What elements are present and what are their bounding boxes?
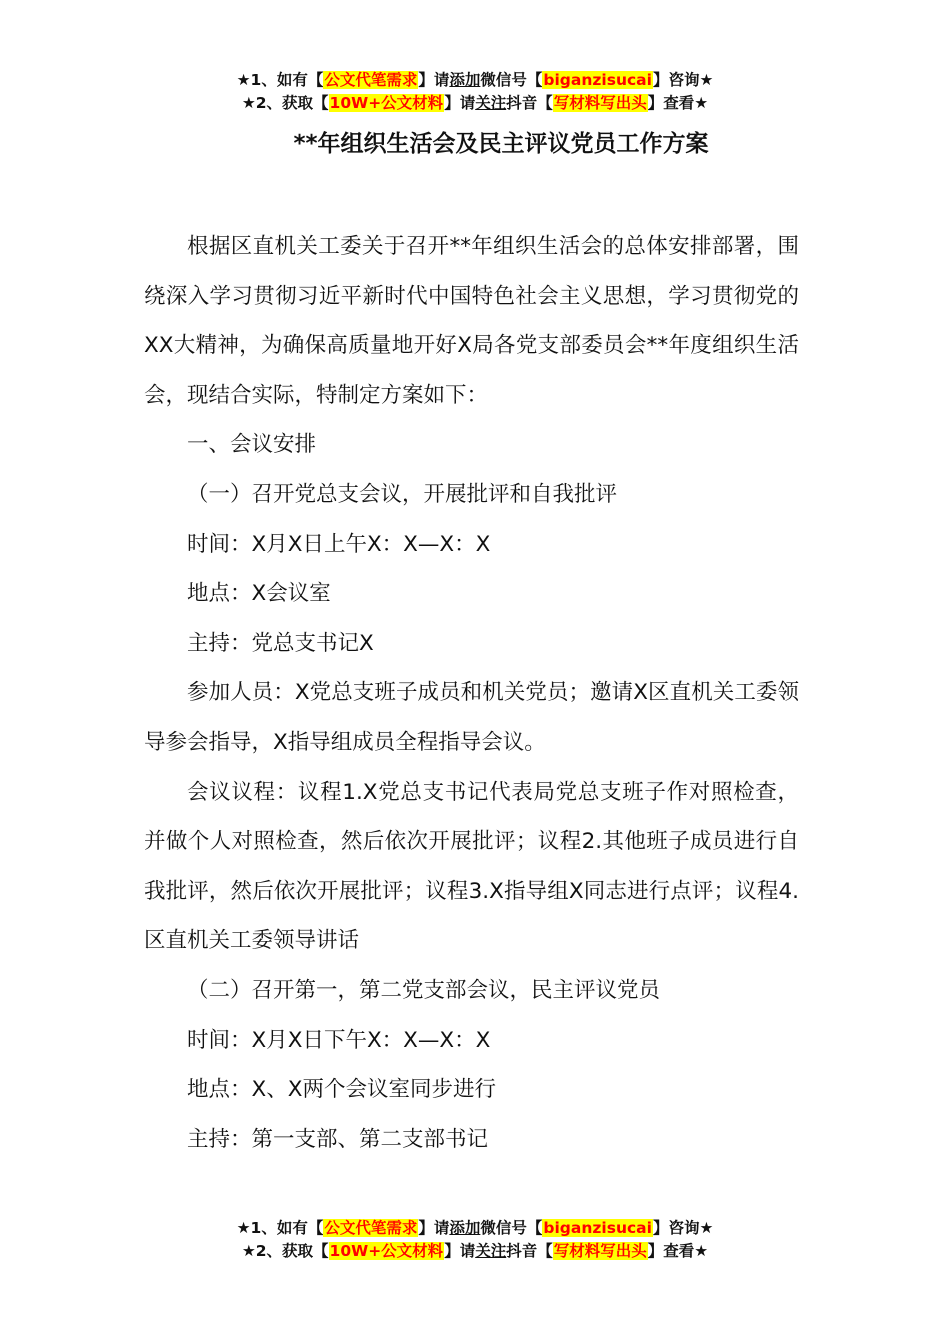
paragraph-participants: 参加人员：X党总支班子成员和机关党员；邀请X区直机关工委领导参会指导，X指导组成员全程指导会议。 (144, 680, 799, 755)
footer-banner (0, 1217, 950, 1263)
banner-text: 抖音【 (506, 94, 553, 112)
banner-highlight: 10W+公文材料 (329, 1242, 444, 1260)
header-banner (0, 69, 950, 115)
paragraph-time: 时间：X月X日上午X：X—X：X (187, 531, 491, 557)
banner-highlight: 公文代笔需求 (324, 1219, 418, 1237)
banner-text: ★2、获取【 (241, 1242, 329, 1260)
banner-text: 微信号【 (480, 71, 543, 89)
paragraph-host: 主持：第一支部、第二支部书记 (187, 1126, 489, 1152)
banner-highlight: 10W+公文材料 (329, 94, 444, 112)
banner-text: 】查看★ (647, 94, 709, 112)
banner-line-2 (0, 1240, 950, 1263)
banner-text: 】咨询★ (652, 71, 714, 89)
paragraph-location: 地点：X、X两个会议室同步进行 (187, 1077, 496, 1103)
banner-text: 】请 (418, 1219, 450, 1237)
banner-text: ★1、如有【 (236, 1219, 324, 1237)
banner-text: 抖音【 (506, 1242, 553, 1260)
banner-text: 微信号【 (480, 1219, 543, 1237)
section-heading: 一、会议安排 (187, 432, 317, 458)
paragraph-intro: 根据区直机关工委关于召开**年组织生活会的总体安排部署，围绕深入学习贯彻习近平新时代中国特色社会主义思想，学习贯彻党的XX大精神，为确保高质量地开好X局各党支部委员会**年度组织生活会，现结合实际，特制定方案如下： (144, 234, 799, 408)
banner-line-1 (0, 1217, 950, 1240)
paragraph-time: 时间：X月X日下午X：X—X：X (187, 1027, 491, 1053)
banner-line-1 (0, 69, 950, 92)
banner-line-2 (0, 92, 950, 115)
banner-text: ★1、如有【 (236, 71, 324, 89)
banner-douyin-id: 写材料写出头 (553, 94, 647, 112)
banner-douyin-id: 写材料写出头 (553, 1242, 647, 1260)
banner-text: ★2、获取【 (241, 94, 329, 112)
banner-wechat-id: biganzisucai (543, 1219, 652, 1237)
paragraph-host: 主持：党总支书记X (187, 630, 374, 656)
banner-highlight: 公文代笔需求 (324, 71, 418, 89)
banner-text: 】请 (444, 1242, 476, 1260)
banner-wechat-id: biganzisucai (543, 71, 652, 89)
subsection-heading: （一）召开党总支会议，开展批评和自我批评 (187, 481, 618, 507)
paragraph-location: 地点：X会议室 (187, 581, 331, 607)
banner-text: 】查看★ (647, 1242, 709, 1260)
banner-underline: 关注 (475, 1242, 507, 1260)
banner-underline: 添加 (449, 71, 481, 89)
banner-text: 】咨询★ (652, 1219, 714, 1237)
banner-underline: 添加 (449, 1219, 481, 1237)
subsection-heading: （二）召开第一，第二党支部会议，民主评议党员 (187, 977, 661, 1003)
document-title: **年组织生活会及民主评议党员工作方案 (293, 131, 709, 157)
document-body (144, 222, 799, 1164)
banner-underline: 关注 (475, 94, 507, 112)
banner-text: 】请 (418, 71, 450, 89)
paragraph-agenda: 会议议程：议程1.X党总支书记代表局党总支班子作对照检查，并做个人对照检查，然后依次开展批评；议程2.其他班子成员进行自我批评，然后依次开展批评；议程3.X指导组X同志进行点评；议程4.区直机关工委领导讲话 (144, 779, 799, 954)
banner-text: 】请 (444, 94, 476, 112)
